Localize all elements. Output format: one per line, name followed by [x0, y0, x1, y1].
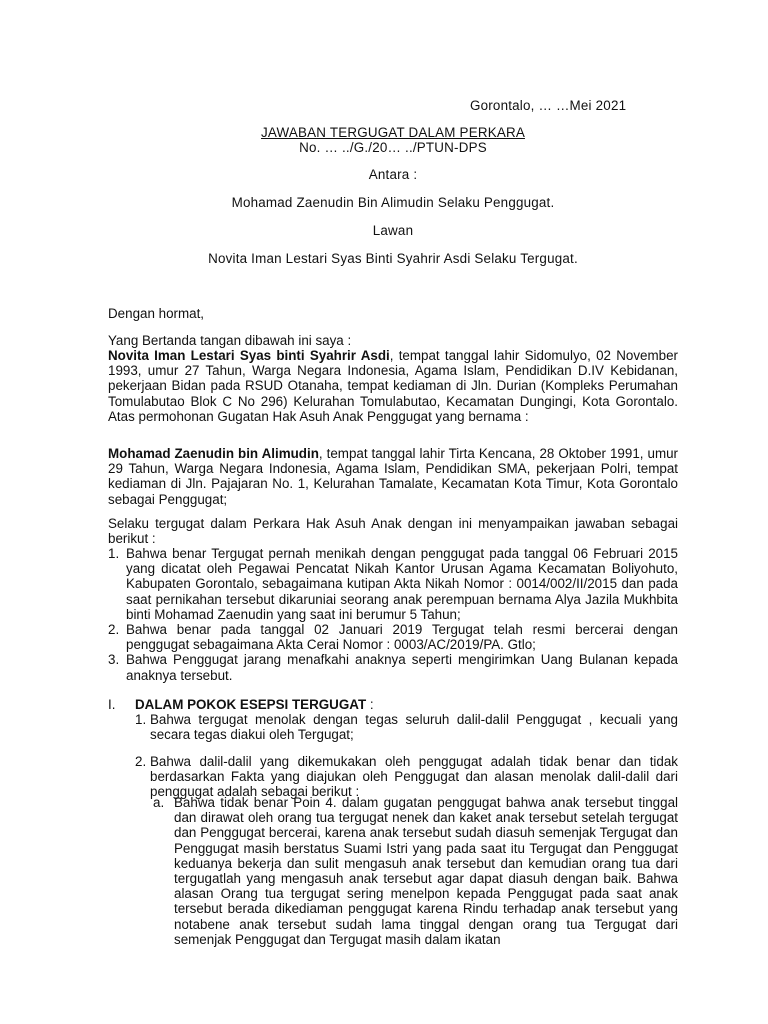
alpha-item-text: Bahwa tidak benar Poin 4. dalam gugatan penggugat bahwa anak tersebut tinggal dan dirawat oleh orang tua tergugat nenek dan kaket anak tersebut setelah tergugat dan Penggugat bercerai, karena anak tersebut sudah diasuh semenjak Tergugat dan Penggugat masih berstatus Suami Istri yang pada saat itu Tergugat dan Penggugat keduanya bekerja dan sulit mengasuh anak tersebut dan kemudian orang tua dari tergugatlah yang mengasuh anak tersebut agar dapat diasuh dengan baik. Bahwa alasan Orang tua tergugat sering menelpon kepada Penggugat pada saat anak tersebut berada dikediaman penggugat karena Rindu terhadap anak tersebut yang notabene anak tersebut sudah lama tinggal dengan orang tua Tergugat dari semenjak Penggugat dan Tergugat masih dalam ikatan [174, 795, 678, 947]
sub-item-1 [135, 712, 678, 742]
penggugat-identity-paragraph [108, 446, 678, 507]
numbered-list [108, 546, 678, 683]
tergugat-description: , tempat tanggal lahir Sidomulyo, 02 November 1993, umur 27 Tahun, Warga Negara Indonesia, Agama Islam, Pendidikan D.IV Kebidanan, pekerjaan Bidan pada RSUD Otanaha, tempat kediaman di Jln. Durian (Kompleks Perumahan Tomulabutao Blok C No 296) Kelurahan Tomulabutao, Kecamatan Dungingi, Kota Gorontalo. Atas permohonan Gugatan Hak Asuh Anak Penggugat yang bernama : [108, 348, 678, 424]
sub-item-text: Bahwa dalil-dalil yang dikemukakan oleh penggugat adalah tidak benar dan tidak berdasarkan Fakta yang diajukan oleh Penggugat dan alasan menolak dalil-dalil dari penggugat adalah sebagai berikut : [150, 754, 678, 800]
list-item-number: 3. [108, 652, 120, 668]
section-heading [135, 697, 374, 712]
tergugat-identity-paragraph [108, 348, 678, 424]
list-item [108, 652, 678, 682]
alpha-item-a [153, 795, 678, 947]
tergugat-name: Novita Iman Lestari Syas binti Syahrir Asdi [108, 348, 390, 363]
list-item-number: 1. [108, 546, 120, 561]
list-item [108, 546, 678, 622]
list-item-number: 2. [108, 622, 120, 638]
case-number: No. … ../G./20… ../PTUN-DPS [299, 140, 487, 155]
list-item-text: Bahwa benar pada tanggal 02 Januari 2019 Tergugat telah resmi bercerai dengan penggugat sebagaimana Akta Cerai Nomor : 0003/AC/2019/PA. Gtlo; [126, 622, 678, 653]
penggugat-party: Mohamad Zaenudin Bin Alimudin Selaku Penggugat. [231, 195, 555, 210]
penggugat-name: Mohamad Zaenudin bin Alimudin [108, 446, 319, 461]
list-item-text: Bahwa benar Tergugat pernah menikah dengan penggugat pada tanggal 06 Februari 2015 yang dicatat oleh Pegawai Pencatat Nikah Kantor Urusan Agama Kecamatan Boliyohuto, Kabupaten Gorontalo, sebagaimana kutipan Akta Nikah Nomor : 0014/002/II/2015 dan pada saat pernikahan tersebut dikaruniai seorang anak perempuan bernama Alya Jazila Mukhbita binti Mohamad Zaenudin yang saat ini berumur 5 Tahun; [126, 546, 678, 622]
section-title-suffix: : [366, 697, 374, 712]
sub-item-number: 1. [135, 712, 147, 727]
intro-line: Yang Bertanda tangan dibawah ini saya : [108, 333, 352, 348]
sub-item-2 [135, 754, 678, 800]
section-roman-number: I. [108, 697, 116, 712]
sub-item-text: Bahwa tergugat menolak dengan tegas seluruh dalil-dalil Penggugat , kecuali yang secara tegas diakui oleh Tergugat; [150, 712, 678, 743]
antara-label: Antara : [368, 167, 418, 182]
alpha-item-letter: a. [153, 795, 165, 810]
sub-item-number: 2. [135, 754, 147, 769]
greeting: Dengan hormat, [108, 306, 205, 321]
section-title: DALAM POKOK ESEPSI TERGUGAT [135, 697, 367, 712]
list-item-text: Bahwa Penggugat jarang menafkahi anaknya seperti mengirimkan Uang Bulanan kepada anaknya tersebut. [126, 652, 678, 683]
lawan-label: Lawan [372, 223, 414, 238]
document-title: JAWABAN TERGUGAT DALAM PERKARA [261, 125, 525, 140]
list-item [108, 622, 678, 652]
selaku-paragraph: Selaku tergugat dalam Perkara Hak Asuh Anak dengan ini menyampaikan jawaban sebagai berikut : [108, 516, 678, 547]
document-date: Gorontalo, … …Mei 2021 [470, 98, 627, 113]
tergugat-party: Novita Iman Lestari Syas Binti Syahrir Asdi Selaku Tergugat. [208, 251, 578, 266]
penggugat-description: , tempat tanggal lahir Tirta Kencana, 28 Oktober 1991, umur 29 Tahun, Warga Negara Indonesia, Agama Islam, Pendidikan SMA, pekerjaan Polri, tempat kediaman di Jln. Pajajaran No. 1, Kelurahan Tamalate, Kecamatan Kota Timur, Kota Gorontalo sebagai Penggugat; [108, 446, 679, 507]
